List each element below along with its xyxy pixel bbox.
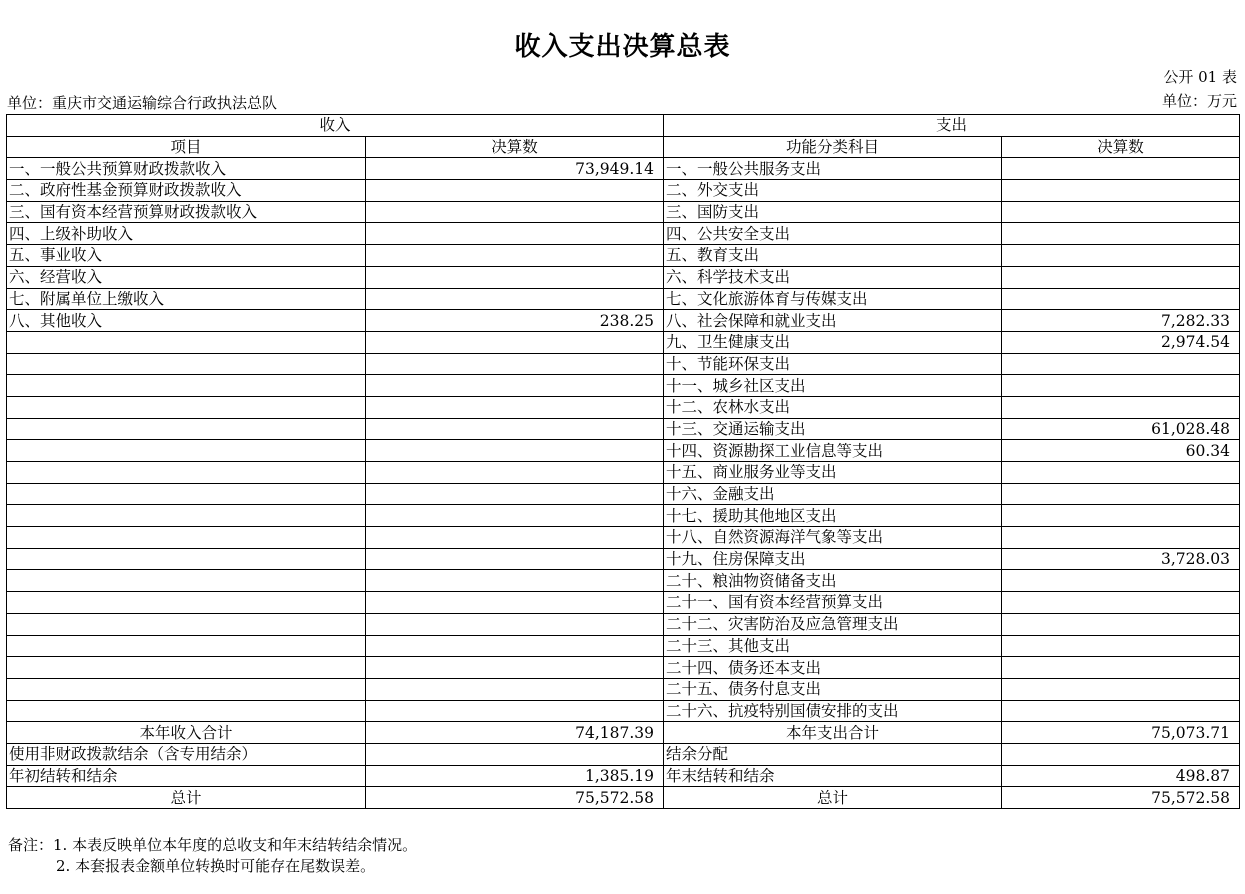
expense-item: 十七、援助其他地区支出 bbox=[664, 505, 1002, 527]
income-amount bbox=[366, 635, 664, 657]
expense-item: 二十一、国有资本经营预算支出 bbox=[664, 592, 1002, 614]
table-row bbox=[7, 635, 1240, 657]
expense-item: 四、公共安全支出 bbox=[664, 223, 1002, 245]
income-item bbox=[7, 657, 366, 679]
nonfiscal-label: 使用非财政拨款结余（含专用结余） bbox=[7, 743, 366, 765]
expense-header: 支出 bbox=[664, 115, 1240, 137]
income-item: 一、一般公共预算财政拨款收入 bbox=[7, 158, 366, 180]
income-amount bbox=[366, 483, 664, 505]
income-item bbox=[7, 635, 366, 657]
form-number: 公开 01 表 bbox=[1163, 68, 1237, 86]
income-item bbox=[7, 678, 366, 700]
table-row bbox=[7, 223, 1240, 245]
expense-item: 二十五、债务付息支出 bbox=[664, 678, 1002, 700]
expense-amount bbox=[1002, 353, 1240, 375]
expense-item: 三、国防支出 bbox=[664, 201, 1002, 223]
income-amount bbox=[366, 505, 664, 527]
table-row bbox=[7, 527, 1240, 549]
income-item bbox=[7, 396, 366, 418]
table-row bbox=[7, 331, 1240, 353]
nonfiscal-row bbox=[7, 743, 1240, 765]
expense-amount bbox=[1002, 505, 1240, 527]
begin-carryover-label: 年初结转和结余 bbox=[7, 765, 366, 787]
income-item bbox=[7, 462, 366, 484]
grand-income-label: 总计 bbox=[7, 787, 366, 809]
income-item bbox=[7, 483, 366, 505]
item-header: 项目 bbox=[7, 136, 366, 158]
expense-amount bbox=[1002, 483, 1240, 505]
year-total-row bbox=[7, 722, 1240, 744]
table-row bbox=[7, 440, 1240, 462]
expense-amount: 7,282.33 bbox=[1002, 310, 1240, 332]
income-amount bbox=[366, 700, 664, 722]
income-item bbox=[7, 570, 366, 592]
expense-item: 六、科学技术支出 bbox=[664, 266, 1002, 288]
income-header: 收入 bbox=[7, 115, 664, 137]
expense-item: 五、教育支出 bbox=[664, 245, 1002, 267]
income-item bbox=[7, 375, 366, 397]
expense-item: 一、一般公共服务支出 bbox=[664, 158, 1002, 180]
expense-item: 七、文化旅游体育与传媒支出 bbox=[664, 288, 1002, 310]
expense-amount bbox=[1002, 570, 1240, 592]
income-item: 七、附属单位上缴收入 bbox=[7, 288, 366, 310]
expense-amount bbox=[1002, 180, 1240, 202]
func-class-header: 功能分类科目 bbox=[664, 136, 1002, 158]
expense-amount: 2,974.54 bbox=[1002, 331, 1240, 353]
table-row bbox=[7, 700, 1240, 722]
table-row bbox=[7, 483, 1240, 505]
surplus-dist-label: 结余分配 bbox=[664, 743, 1002, 765]
income-amount bbox=[366, 527, 664, 549]
expense-item: 十一、城乡社区支出 bbox=[664, 375, 1002, 397]
income-amount bbox=[366, 548, 664, 570]
income-amount bbox=[366, 678, 664, 700]
income-amount bbox=[366, 396, 664, 418]
grand-expense-label: 总计 bbox=[664, 787, 1002, 809]
table-row bbox=[7, 418, 1240, 440]
page-title: 收入支出决算总表 bbox=[514, 32, 731, 62]
income-item bbox=[7, 613, 366, 635]
income-amount bbox=[366, 592, 664, 614]
income-item bbox=[7, 527, 366, 549]
expense-amount bbox=[1002, 396, 1240, 418]
expense-item: 十、节能环保支出 bbox=[664, 353, 1002, 375]
surplus-dist-value bbox=[1002, 743, 1240, 765]
table-row bbox=[7, 613, 1240, 635]
expense-amount bbox=[1002, 288, 1240, 310]
grand-total-row bbox=[7, 787, 1240, 809]
table-row bbox=[7, 505, 1240, 527]
expense-item: 十三、交通运输支出 bbox=[664, 418, 1002, 440]
income-amount bbox=[366, 375, 664, 397]
income-amount bbox=[366, 288, 664, 310]
expense-amount bbox=[1002, 592, 1240, 614]
expense-item: 九、卫生健康支出 bbox=[664, 331, 1002, 353]
expense-item: 二、外交支出 bbox=[664, 180, 1002, 202]
income-amount bbox=[366, 418, 664, 440]
expense-item: 二十三、其他支出 bbox=[664, 635, 1002, 657]
table-row bbox=[7, 310, 1240, 332]
grand-income-value: 75,572.58 bbox=[366, 787, 664, 809]
income-amount: 238.25 bbox=[366, 310, 664, 332]
income-item bbox=[7, 505, 366, 527]
table-row bbox=[7, 592, 1240, 614]
money-unit: 单位：万元 bbox=[1161, 92, 1237, 110]
expense-item: 十六、金融支出 bbox=[664, 483, 1002, 505]
expense-item: 十四、资源勘探工业信息等支出 bbox=[664, 440, 1002, 462]
income-amount bbox=[366, 180, 664, 202]
expense-item: 八、社会保障和就业支出 bbox=[664, 310, 1002, 332]
income-item bbox=[7, 592, 366, 614]
expense-item: 十八、自然资源海洋气象等支出 bbox=[664, 527, 1002, 549]
expense-amount bbox=[1002, 678, 1240, 700]
income-amount bbox=[366, 353, 664, 375]
expense-item: 二十四、债务还本支出 bbox=[664, 657, 1002, 679]
income-item: 三、国有资本经营预算财政拨款收入 bbox=[7, 201, 366, 223]
income-item: 二、政府性基金预算财政拨款收入 bbox=[7, 180, 366, 202]
expense-amount bbox=[1002, 657, 1240, 679]
table-row bbox=[7, 678, 1240, 700]
table-row bbox=[7, 396, 1240, 418]
notes bbox=[8, 835, 417, 877]
income-item bbox=[7, 700, 366, 722]
begin-carryover-value: 1,385.19 bbox=[366, 765, 664, 787]
income-amount bbox=[366, 440, 664, 462]
expense-total-value: 75,073.71 bbox=[1002, 722, 1240, 744]
expense-amount bbox=[1002, 201, 1240, 223]
income-item: 八、其他收入 bbox=[7, 310, 366, 332]
expense-total-label: 本年支出合计 bbox=[664, 722, 1002, 744]
income-item bbox=[7, 548, 366, 570]
income-item: 四、上级补助收入 bbox=[7, 223, 366, 245]
income-total-label: 本年收入合计 bbox=[7, 722, 366, 744]
end-carryover-label: 年末结转和结余 bbox=[664, 765, 1002, 787]
income-total-value: 74,187.39 bbox=[366, 722, 664, 744]
expense-amount bbox=[1002, 613, 1240, 635]
income-amount bbox=[366, 266, 664, 288]
unit-name: 单位：重庆市交通运输综合行政执法总队 bbox=[7, 94, 278, 112]
income-amount bbox=[366, 245, 664, 267]
income-amount bbox=[366, 613, 664, 635]
expense-item: 十二、农林水支出 bbox=[664, 396, 1002, 418]
table-row bbox=[7, 375, 1240, 397]
table-row bbox=[7, 462, 1240, 484]
table-row bbox=[7, 548, 1240, 570]
income-amount bbox=[366, 201, 664, 223]
income-amount: 73,949.14 bbox=[366, 158, 664, 180]
expense-amount bbox=[1002, 635, 1240, 657]
income-amount bbox=[366, 462, 664, 484]
income-item bbox=[7, 418, 366, 440]
income-amount bbox=[366, 223, 664, 245]
expense-amount: 60.34 bbox=[1002, 440, 1240, 462]
table-row bbox=[7, 353, 1240, 375]
expense-amount bbox=[1002, 700, 1240, 722]
table-row bbox=[7, 158, 1240, 180]
income-amount bbox=[366, 657, 664, 679]
income-item bbox=[7, 440, 366, 462]
note-line-1: 备注：1. 本表反映单位本年度的总收支和年末结转结余情况。 bbox=[8, 836, 418, 854]
income-item bbox=[7, 353, 366, 375]
amount-header: 决算数 bbox=[366, 136, 664, 158]
table-row bbox=[7, 245, 1240, 267]
carryover-row bbox=[7, 765, 1240, 787]
note-line-2: 2. 本套报表金额单位转换时可能存在尾数误差。 bbox=[56, 857, 376, 875]
expense-amount bbox=[1002, 158, 1240, 180]
expense-amount bbox=[1002, 375, 1240, 397]
table-row bbox=[7, 570, 1240, 592]
expense-item: 二十二、灾害防治及应急管理支出 bbox=[664, 613, 1002, 635]
expense-amount bbox=[1002, 223, 1240, 245]
header-row-columns bbox=[7, 136, 1240, 158]
table-row bbox=[7, 288, 1240, 310]
table-row bbox=[7, 657, 1240, 679]
income-amount bbox=[366, 331, 664, 353]
expense-amount bbox=[1002, 527, 1240, 549]
income-amount bbox=[366, 570, 664, 592]
nonfiscal-value bbox=[366, 743, 664, 765]
budget-table bbox=[6, 114, 1240, 809]
table-row bbox=[7, 180, 1240, 202]
income-item: 五、事业收入 bbox=[7, 245, 366, 267]
expense-amount: 61,028.48 bbox=[1002, 418, 1240, 440]
table-row bbox=[7, 266, 1240, 288]
expense-item: 十九、住房保障支出 bbox=[664, 548, 1002, 570]
end-carryover-value: 498.87 bbox=[1002, 765, 1240, 787]
expense-item: 二十、粮油物资储备支出 bbox=[664, 570, 1002, 592]
expense-item: 二十六、抗疫特别国债安排的支出 bbox=[664, 700, 1002, 722]
income-item: 六、经营收入 bbox=[7, 266, 366, 288]
expense-amount bbox=[1002, 462, 1240, 484]
header-row-group bbox=[7, 115, 1240, 137]
grand-expense-value: 75,572.58 bbox=[1002, 787, 1240, 809]
table-row bbox=[7, 201, 1240, 223]
amount-header-2: 决算数 bbox=[1002, 136, 1240, 158]
expense-item: 十五、商业服务业等支出 bbox=[664, 462, 1002, 484]
income-item bbox=[7, 331, 366, 353]
expense-amount bbox=[1002, 266, 1240, 288]
expense-amount: 3,728.03 bbox=[1002, 548, 1240, 570]
expense-amount bbox=[1002, 245, 1240, 267]
